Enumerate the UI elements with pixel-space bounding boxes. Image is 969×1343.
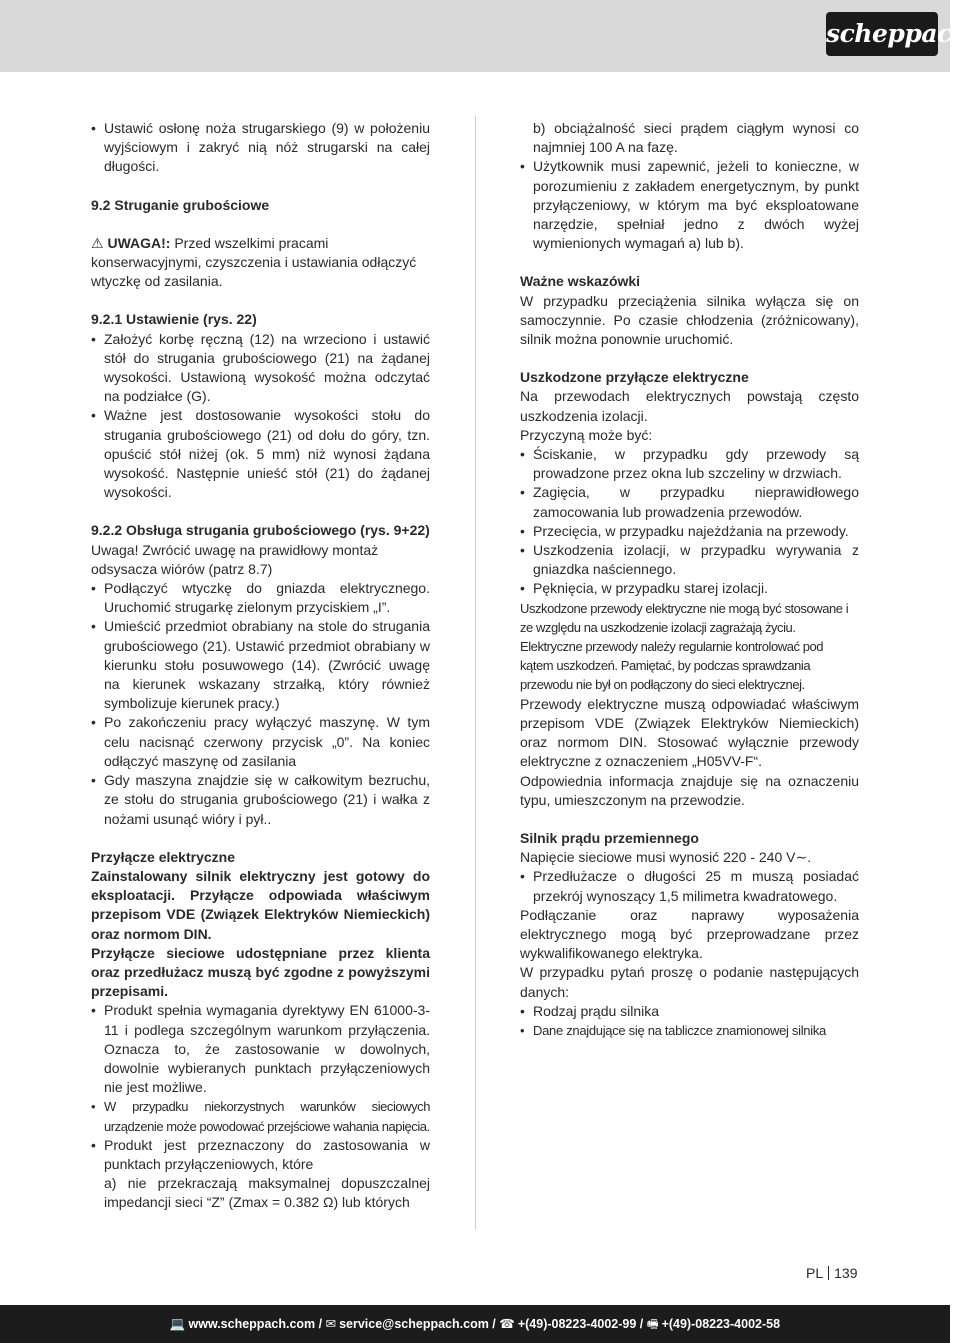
- warning-paragraph: [91, 234, 430, 292]
- fax-number: +(49)-08223-4002-58: [661, 1317, 781, 1331]
- list-item: • Przedłużacze o długości 25 m muszą posiadać przekrój wynoszący 1,5 milimetra kwadratowego.: [520, 867, 859, 905]
- section-heading-notes: Ważne wskazówki: [520, 273, 641, 290]
- list-item-continuation: b) obciążalność sieci prądem ciągłym wynosi co najmniej 100 A na fazę.: [533, 120, 859, 156]
- page-number: [806, 1265, 857, 1281]
- footer-bar: [0, 1305, 950, 1343]
- list-item: • Pęknięcia, w przypadku starej izolacji.: [520, 579, 859, 598]
- list-item: • Produkt jest przeznaczony do zastosowania w punktach przyłączeniowych, które: [91, 1136, 430, 1174]
- footer-separator: /: [315, 1317, 326, 1331]
- list-item: • Ściskanie, w przypadku gdy przewody są prowadzone przez okna lub szczeliny w drzwiach.: [520, 445, 859, 483]
- section-heading-9-2-2: 9.2.2 Obsługa strugania grubościowego (rys. 9+22): [91, 522, 430, 539]
- column-divider: [475, 116, 476, 1230]
- list-item: • Przecięcia, w przypadku najeżdżania na przewody.: [520, 522, 859, 541]
- list-item: • Użytkownik musi zapewnić, jeżeli to konieczne, w porozumieniu z zakładem energetycznym, by punkt przyłączeniowy, w którym ma być eksploatowane narzędzie, spełniał jedno z dwóch wyżej wymienionych wymagań a) lub b).: [520, 157, 859, 253]
- warning-label: UWAGA!:: [107, 234, 171, 251]
- list-item: • W przypadku niekorzystnych warunków sieciowych urządzenie może powodować przejściowe wahania napięcia.: [91, 1097, 430, 1135]
- page-separator: [828, 1266, 829, 1280]
- list-item: • Produkt spełnia wymagania dyrektywy EN 61000-3-11 i podlega szczególnym warunkom przyłączenia. Oznacza to, że zastosowanie w dowolnych, dowolnie wybieranych punktach przyłączeniowych nie jest możliwe.: [91, 1001, 430, 1097]
- right-column: [520, 119, 859, 1040]
- section-heading-motor: Silnik prądu przemiennego: [520, 829, 699, 846]
- list-item: • Zagięcia, w przypadku nieprawidłowego zamocowania lub prowadzenia przewodów.: [520, 483, 859, 521]
- list-item: • Po zakończeniu pracy wyłączyć maszynę. W tym celu nacisnąć czerwony przycisk „0”. Na koniec odłączyć maszynę od zasilania: [91, 713, 430, 771]
- list-item: • Uszkodzenia izolacji, w przypadku wyrywania z gniazdka naściennego.: [520, 541, 859, 579]
- paragraph: Przyczyną może być:: [520, 426, 653, 443]
- ac-symbol: ∼.: [795, 849, 812, 866]
- section-heading-damaged: Uszkodzone przyłącze elektryczne: [520, 369, 749, 386]
- footer-separator: /: [488, 1317, 500, 1331]
- page-language: PL: [806, 1265, 824, 1281]
- scheppach-logo: scheppach: [826, 12, 938, 56]
- paragraph: [520, 848, 859, 867]
- motor-voltage-text: Napięcie sieciowe musi wynosić 220 - 240 V: [520, 849, 796, 866]
- list-item: • Rodzaj prądu silnika: [520, 1002, 859, 1021]
- left-column: [91, 119, 430, 1213]
- fax-icon: 🖷: [646, 1317, 659, 1331]
- computer-icon: 💻: [169, 1317, 186, 1331]
- list-item: • Umieścić przedmiot obrabiany na stole do strugania grubościowego (21). Ustawić przedmiot obrabiany w kierunku stołu posuwowego (14). (Zwrócić uwagę na kierunek wskazany strzałką, który również symbolizuje kierunek pracy.): [91, 617, 430, 713]
- paragraph: Uwaga! Zwrócić uwagę na prawidłowy montaż odsysacza wiórów (patrz 8.7): [91, 541, 379, 577]
- list-item: • Ustawić osłonę noża strugarskiego (9) w położeniu wyjściowym i zakryć nią nóż strugarski na całej długości.: [91, 119, 430, 177]
- section-heading-9-2: 9.2 Struganie grubościowe: [91, 196, 270, 213]
- paragraph: Odpowiednia informacja znajduje się na oznaczeniu typu, umieszczonym na przewodzie.: [520, 772, 859, 808]
- phone-number[interactable]: +(49)-08223-4002-99: [517, 1317, 637, 1331]
- paragraph: Podłączanie oraz naprawy wyposażenia elektrycznego mogą być przeprowadzane przez wykwalifikowanego elektryka.: [520, 906, 859, 962]
- list-item: • Założyć korbę ręczną (12) na wrzeciono i ustawić stół do strugania grubościowego (21) na żądanej wysokości. Ustawioną wysokość można odczytać na podziałce (G).: [91, 330, 430, 407]
- section-heading-9-2-1: 9.2.1 Ustawienie (rys. 22): [91, 311, 257, 328]
- footer-separator: /: [636, 1317, 647, 1331]
- paragraph: Przewody elektryczne muszą odpowiadać właściwym przepisom VDE (Związek Elektryków Niemieckich) oraz normom DIN. Stosować wyłącznie przewody elektryczne z oznaczeniem „H05VV-F“.: [520, 695, 859, 770]
- phone-icon: ☎: [499, 1317, 515, 1331]
- list-item-continuation: a) nie przekraczają maksymalnej dopuszczalnej impedancji sieci “Z” (Zmax = 0.382 Ω) lub których: [104, 1175, 430, 1211]
- list-item: • Ważne jest dostosowanie wysokości stołu do strugania grubościowego (21) od dołu do góry, tzn. opuścić stół niżej (ok. 5 mm) niż wynosi żądana wysokość. Następnie unieść stół (21) do żądanej wysokości.: [91, 406, 430, 502]
- paragraph: W przypadku pytań proszę o podanie następujących danych:: [520, 964, 859, 1000]
- list-item: • Dane znajdujące się na tabliczce znamionowej silnika: [520, 1021, 859, 1040]
- list-item: • Podłączyć wtyczkę do gniazda elektrycznego. Uruchomić strugarkę zielonym przyciskiem „I”.: [91, 579, 430, 617]
- paragraph: Uszkodzone przewody elektryczne nie mogą być stosowane i ze względu na uszkodzenie izolacji zagrażają życiu. Elektryczne przewody należy regularnie kontrolować pod kątem uszkodzeń. Pamiętać, by podczas sprawdzania przewodu nie był on podłączony do sieci elektrycznej.: [520, 600, 849, 693]
- warning-text: Przed wszelkimi pracami konserwacyjnymi, czyszczenia i ustawiania odłączyć wtyczkę od zasilania.: [91, 234, 417, 290]
- bold-paragraph: Przyłącze sieciowe udostępniane przez klienta oraz przedłużacz muszą być zgodne z powyższymi przepisami.: [91, 944, 430, 1000]
- page-number-value: 139: [834, 1265, 858, 1281]
- header-bar: [0, 0, 969, 72]
- warning-icon: ⚠: [91, 234, 104, 251]
- paragraph: W przypadku przeciążenia silnika wyłącza się on samoczynnie. Po czasie chłodzenia (zróżnicowany), silnik można ponownie uruchomić.: [520, 292, 859, 348]
- email-link[interactable]: service@scheppach.com: [339, 1317, 489, 1331]
- website-link[interactable]: www.scheppach.com: [188, 1317, 316, 1331]
- mail-icon: ✉: [325, 1317, 337, 1331]
- bold-paragraph: Zainstalowany silnik elektryczny jest gotowy do eksploatacji. Przyłącze odpowiada właściwym przepisom VDE (Związek Elektryków Niemieckich) oraz normom DIN.: [91, 867, 430, 942]
- paragraph: Na przewodach elektrycznych powstają często uszkodzenia izolacji.: [520, 388, 859, 424]
- list-item: • Gdy maszyna znajdzie się w całkowitym bezruchu, ze stołu do strugania grubościowego (21) i wałka z nożami usunąć wióry i pył..: [91, 771, 430, 829]
- section-heading-electrical: Przyłącze elektryczne: [91, 848, 235, 865]
